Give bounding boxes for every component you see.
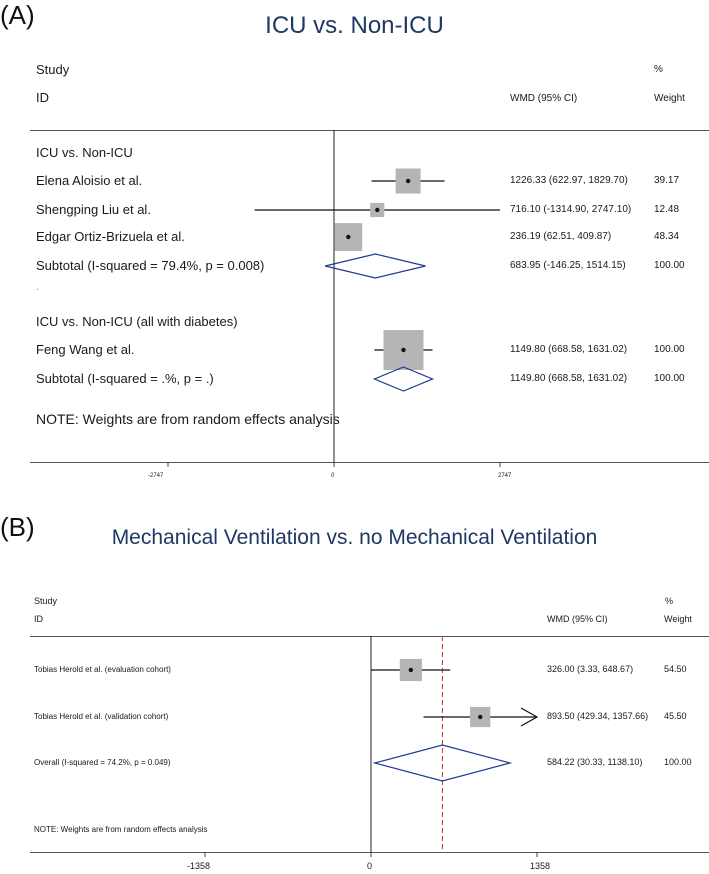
panels-0-row-5-weight-label: 100.00 bbox=[654, 372, 685, 384]
panels-1-row-1-point-estimate bbox=[478, 715, 482, 719]
panel-a-header-id: ID bbox=[36, 90, 49, 105]
panels-0-row-2-study-label: Edgar Ortiz-Brizuela et al. bbox=[36, 228, 185, 244]
panel-b-tick-pos: 1358 bbox=[530, 861, 551, 871]
panels-0-row-0-ci-label: 1226.33 (622.97, 1829.70) bbox=[510, 174, 628, 186]
panels-1-row-1-ci-label: 893.50 (429.34, 1357.66) bbox=[547, 711, 649, 722]
panels-1-row-2-ci-label: 584.22 (30.33, 1138.10) bbox=[547, 757, 643, 768]
panel-b-header-pct: % bbox=[665, 596, 674, 606]
panels-0-row-1-point-estimate bbox=[375, 208, 379, 212]
panels-0-row-4-weight-label: 100.00 bbox=[654, 343, 685, 355]
panels-0-row-0-point-estimate bbox=[406, 179, 410, 183]
panel-a-separator-dot: . bbox=[36, 282, 39, 293]
panel-a-group1-title: ICU vs. Non-ICU bbox=[36, 145, 133, 160]
panels-0-row-5-pooled-diamond bbox=[374, 367, 432, 391]
panels-0-row-1-ci-label: 716.10 (-1314.90, 2747.10) bbox=[510, 203, 632, 215]
panels-0-row-3-ci-label: 683.95 (-146.25, 1514.15) bbox=[510, 259, 626, 271]
panel-a-tick-neg: -2747 bbox=[148, 473, 164, 479]
panels-0-row-3-weight-label: 100.00 bbox=[654, 259, 685, 271]
panels-0-row-4-ci-label: 1149.80 (668.58, 1631.02) bbox=[510, 343, 628, 355]
panels-1-row-2-study-label: Overall (I-squared = 74.2%, p = 0.049) bbox=[34, 757, 171, 767]
panels-1-row-0-point-estimate bbox=[409, 668, 413, 672]
panel-b-tick-zero: 0 bbox=[367, 861, 373, 871]
panel-a-header-wmd: WMD (95% CI) bbox=[510, 93, 578, 104]
panel-b-header-id: ID bbox=[34, 614, 43, 624]
panels-0-row-0-study-label: Elena Aloisio et al. bbox=[36, 172, 143, 188]
panels-1-row-1-weight-label: 45.50 bbox=[664, 711, 687, 722]
panel-b-header-weight: Weight bbox=[664, 614, 692, 624]
panel-b-label: (B) bbox=[0, 512, 35, 542]
panel-b-note: NOTE: Weights are from random effects analysis bbox=[34, 825, 208, 834]
panels-0-row-4-point-estimate bbox=[401, 348, 405, 352]
panel-a-header-weight: Weight bbox=[654, 93, 685, 104]
panels-0-row-3-study-label: Subtotal (I-squared = 79.4%, p = 0.008) bbox=[36, 257, 265, 273]
panel-a-header-pct: % bbox=[654, 64, 663, 75]
panel-a-label: (A) bbox=[0, 0, 35, 30]
panels-0-row-0-weight-label: 39.17 bbox=[654, 174, 680, 186]
panel-a-group2-title: ICU vs. Non-ICU (all with diabetes) bbox=[36, 314, 238, 329]
panels-1-row-0-ci-label: 326.00 (3.33, 648.67) bbox=[547, 664, 634, 675]
panels-0-row-4-study-label: Feng Wang et al. bbox=[36, 341, 135, 357]
panel-a-header-study: Study bbox=[36, 62, 70, 77]
panels-0-row-1-study-label: Shengping Liu et al. bbox=[36, 201, 151, 217]
panels-1-row-0-weight-label: 54.50 bbox=[664, 664, 687, 675]
panels-0-row-3-pooled-diamond bbox=[325, 254, 425, 278]
panel-a-tick-pos: 2747 bbox=[498, 473, 512, 479]
panels-0-row-2-ci-label: 236.19 (62.51, 409.87) bbox=[510, 230, 612, 242]
panel-a-title: ICU vs. Non-ICU bbox=[265, 12, 444, 39]
panel-b-title: Mechanical Ventilation vs. no Mechanical Ventilation bbox=[111, 526, 598, 549]
panel-b-header-wmd: WMD (95% CI) bbox=[547, 614, 608, 624]
panel-b-tick-neg: -1358 bbox=[187, 861, 211, 871]
panels-0-row-2-point-estimate bbox=[346, 235, 350, 239]
panel-b-header-study: Study bbox=[34, 596, 58, 606]
panels-1-row-1-study-label: Tobias Herold et al. (validation cohort) bbox=[34, 711, 169, 721]
panels-0-row-5-study-label: Subtotal (I-squared = .%, p = .) bbox=[36, 370, 214, 386]
panels-0-row-1-weight-label: 12.48 bbox=[654, 203, 680, 215]
panels-0-row-2-weight-label: 48.34 bbox=[654, 230, 680, 242]
panel-a-note: NOTE: Weights are from random effects analysis bbox=[36, 411, 340, 427]
panels-1-row-2-weight-label: 100.00 bbox=[664, 757, 692, 768]
panel-a-tick-zero: 0 bbox=[331, 473, 335, 479]
panels-0-row-5-ci-label: 1149.80 (668.58, 1631.02) bbox=[510, 372, 628, 384]
panels-1-row-0-study-label: Tobias Herold et al. (evaluation cohort) bbox=[34, 664, 171, 674]
